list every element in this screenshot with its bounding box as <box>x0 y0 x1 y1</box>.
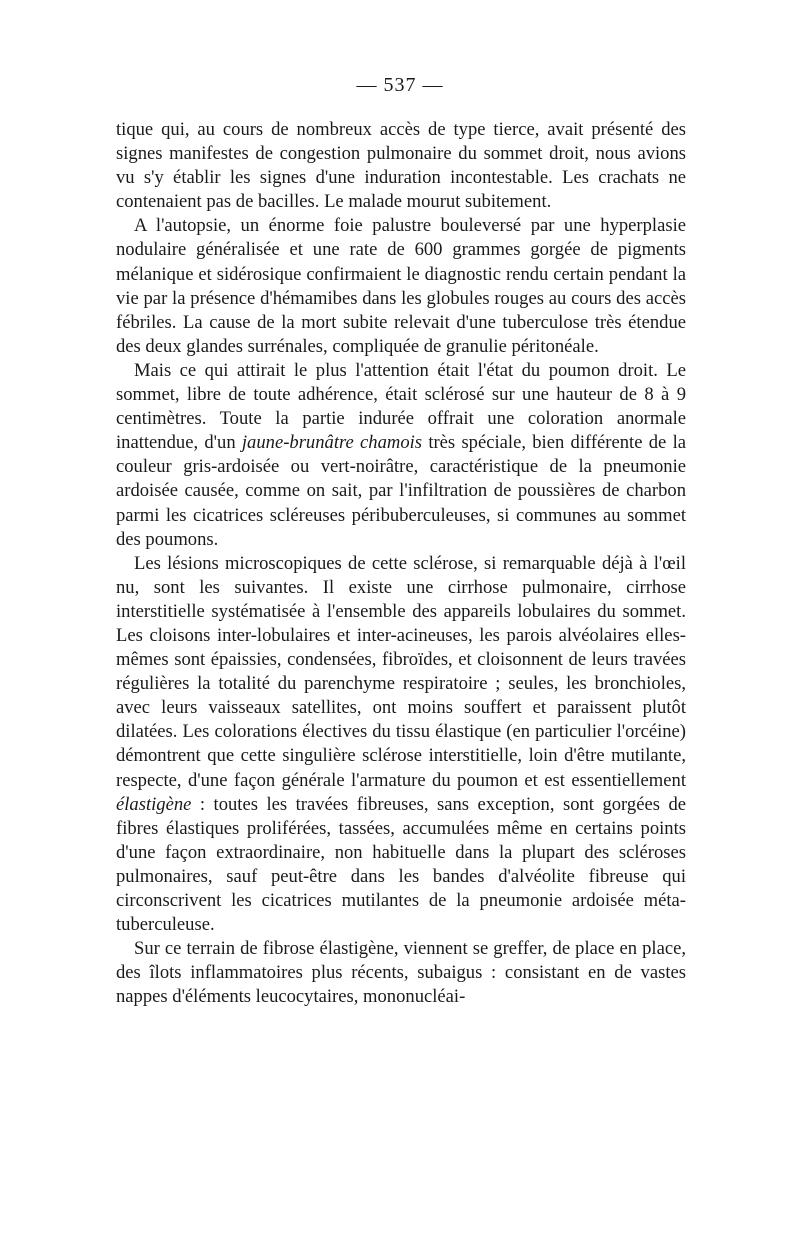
paragraph-text: Mais ce qui attirait le plus l'attention était l'état du poumon droit. Le sommet, libre de toute adhérence, était sclérosé sur une hauteur de 8 à 9 centimètres. Toute la partie indurée offrait une coloration anormale inattendue, d'un <box>116 359 686 454</box>
paragraph-text: A l'autopsie, un énorme foie palustre bouleversé par une hyperplasie nodulaire généralisée et une rate de 600 grammes gorgée de pigments mélanique et sidérosique confirmaient le diagnostic rendu certain pendant la vie par la présence d'hémamibes dans les globules rouges au cours des accès fébriles. La cause de la mort subite relevait d'une tuberculose très étendue des deux glandes surrénales, compliquée de granulie péritonéale. <box>116 215 686 357</box>
paragraph-text: très spéciale, bien différente de la couleur gris-ardoisée ou vert-noirâtre, caractéristique de la pneumonie ardoisée causée, comme on sait, par l'infiltration de poussières de charbon parmi les cicatrices scléreuses péribuberculeuses, si communes au sommet des poumons. <box>116 432 686 550</box>
paragraph-text: : toutes les travées fibreuses, sans exception, sont gorgées de fibres élastiques proliférées, tassées, accumulées même en certains points d'une façon extraordinaire, non habituelle dans la plupart des scléroses pulmonaires, sauf peut-être dans les bandes d'alvéolite fibreuse qui circonscrivent les cicatrices mutilantes de la pneumonie ardoisée méta-tuberculeuse. <box>116 793 686 936</box>
italic-term: jaune-brunâtre chamois <box>241 432 423 454</box>
paragraph-text: Sur ce terrain de fibrose élastigène, viennent se greffer, de place en place, des îlots inflammatoires plus récents, subaigus : consistant en de vastes nappes d'éléments leucocytaires, mononucléai- <box>116 938 686 1008</box>
italic-term: élastigène <box>116 793 192 815</box>
paragraph-text: tique qui, au cours de nombreux accès de type tierce, avait présenté des signes manifestes de congestion pulmonaire du sommet droit, nous avions vu s'y établir les signes d'une induration incontestable. Les crachats ne contenaient pas de bacilles. Le malade mourut subitement. <box>116 119 686 213</box>
paragraph <box>116 937 686 1009</box>
paragraph <box>116 552 686 938</box>
body-text <box>116 118 686 1009</box>
paragraph <box>116 118 686 214</box>
page-number: — 537 — <box>356 74 444 96</box>
paragraph <box>116 359 686 552</box>
paragraph <box>116 214 686 359</box>
paragraph-text: Les lésions microscopiques de cette sclérose, si remarquable déjà à l'œil nu, sont les suivantes. Il existe une cirrhose pulmonaire, cirrhose interstitielle systématisée à l'ensemble des appareils lobulaires du sommet. Les cloisons inter-lobulaires et inter-acineuses, les parois alvéolaires elles-mêmes sont épaissies, condensées, fibroïdes, et cloisonnent de leurs travées régulières la totalité du parenchyme respiratoire ; seules, les bronchioles, avec leurs vaisseaux satellites, ont moins souffert et paraissent plutôt dilatées. Les colorations électives du tissu élastique (en particulier l'orcéine) démontrent que cette singulière sclérose interstitielle, loin d'être mutilante, respecte, d'une façon générale l'armature du poumon et est essentiellement <box>116 552 686 791</box>
